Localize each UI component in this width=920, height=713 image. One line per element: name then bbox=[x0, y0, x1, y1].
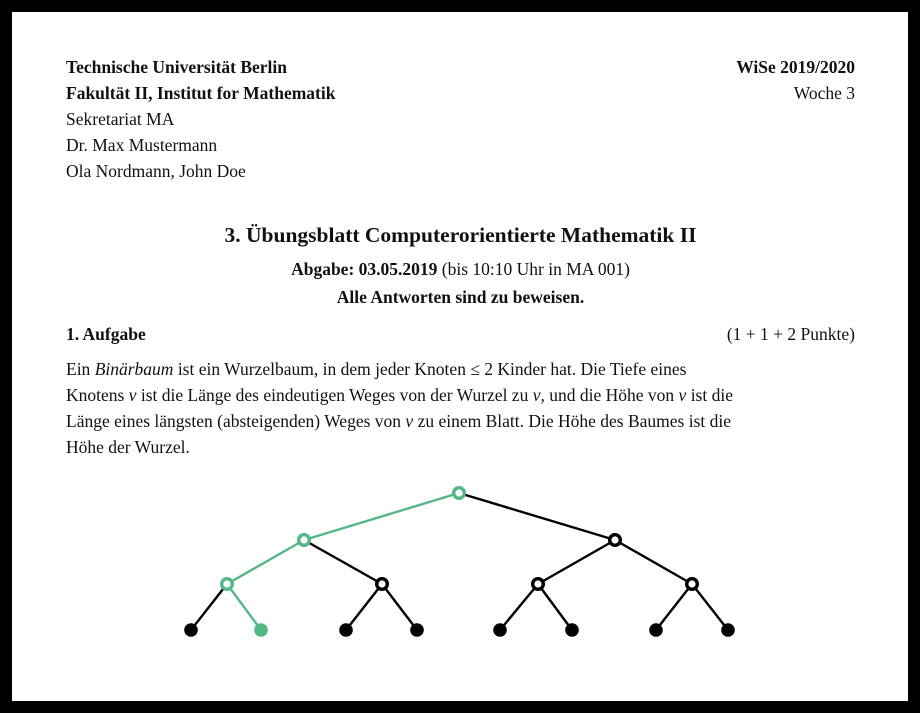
text-run: Länge eines längsten (absteigenden) Weges von bbox=[66, 411, 406, 431]
task-points: (1 + 1 + 2 Punkte) bbox=[726, 324, 855, 344]
tree-edge bbox=[227, 540, 304, 584]
tree-edge bbox=[191, 584, 227, 630]
italic-term: v bbox=[678, 385, 687, 405]
tree-internal-node bbox=[610, 535, 621, 546]
lecturer-line: Dr. Max Mustermann bbox=[66, 135, 218, 155]
text-run: ist ein Wurzelbaum, in dem jeder Knoten ≤ 2 Kinder hat. Die Tiefe eines bbox=[173, 359, 687, 379]
text-run: Ein bbox=[66, 359, 95, 379]
tree-leaf-node bbox=[493, 623, 507, 637]
task-label: 1. Aufgabe bbox=[66, 324, 146, 344]
tree-edge bbox=[346, 584, 382, 630]
tree-leaf-node bbox=[184, 623, 198, 637]
tree-edge bbox=[459, 493, 615, 540]
italic-term: Binärbaum bbox=[94, 359, 174, 379]
week-label: Woche 3 bbox=[793, 83, 855, 103]
tree-edge bbox=[692, 584, 728, 630]
tree-leaf-node bbox=[339, 623, 353, 637]
faculty-name: Fakultät II, Institut for Mathematik bbox=[66, 83, 336, 103]
tree-edge bbox=[615, 540, 692, 584]
due-date-details: (bis 10:10 Uhr in MA 001) bbox=[437, 259, 630, 279]
tree-edge bbox=[538, 584, 572, 630]
due-date-bold: Abgabe: 03.05.2019 bbox=[291, 259, 438, 279]
tree-leaf-node bbox=[254, 623, 268, 637]
institution-name: Technische Universität Berlin bbox=[66, 57, 288, 77]
tree-internal-node bbox=[533, 579, 544, 590]
tree-edge bbox=[304, 540, 382, 584]
text-run: Knotens bbox=[66, 385, 129, 405]
tree-leaf-node bbox=[410, 623, 424, 637]
semester-label: WiSe 2019/2020 bbox=[736, 57, 855, 77]
italic-term: v bbox=[532, 385, 541, 405]
office-line: Sekretariat MA bbox=[66, 109, 175, 129]
tree-internal-node bbox=[687, 579, 698, 590]
tree-leaf-node bbox=[721, 623, 735, 637]
text-run: zu einem Blatt. Die Höhe des Baumes ist die bbox=[413, 411, 732, 431]
tree-internal-node bbox=[222, 579, 233, 590]
tree-edge bbox=[656, 584, 692, 630]
text-run: Höhe der Wurzel. bbox=[66, 437, 190, 457]
tree-edge bbox=[227, 584, 261, 630]
italic-term: v bbox=[128, 385, 137, 405]
text-run: ist die Länge des eindeutigen Weges von der Wurzel zu bbox=[136, 385, 533, 405]
tree-edge bbox=[382, 584, 417, 630]
tree-internal-node bbox=[377, 579, 388, 590]
italic-term: v bbox=[405, 411, 414, 431]
proof-note: Alle Antworten sind zu beweisen. bbox=[336, 287, 585, 307]
text-run: , und die Höhe von bbox=[540, 385, 679, 405]
sheet-title: 3. Übungsblatt Computerorientierte Mathematik II bbox=[224, 223, 697, 247]
assistants-line: Ola Nordmann, John Doe bbox=[66, 161, 246, 181]
tree-edge bbox=[304, 493, 459, 540]
text-run: ist die bbox=[686, 385, 733, 405]
tree-leaf-node bbox=[565, 623, 579, 637]
tree-leaf-node bbox=[649, 623, 663, 637]
tree-internal-node bbox=[299, 535, 310, 546]
tree-edge bbox=[538, 540, 615, 584]
tree-edge bbox=[500, 584, 538, 630]
tree-internal-node bbox=[454, 488, 465, 499]
